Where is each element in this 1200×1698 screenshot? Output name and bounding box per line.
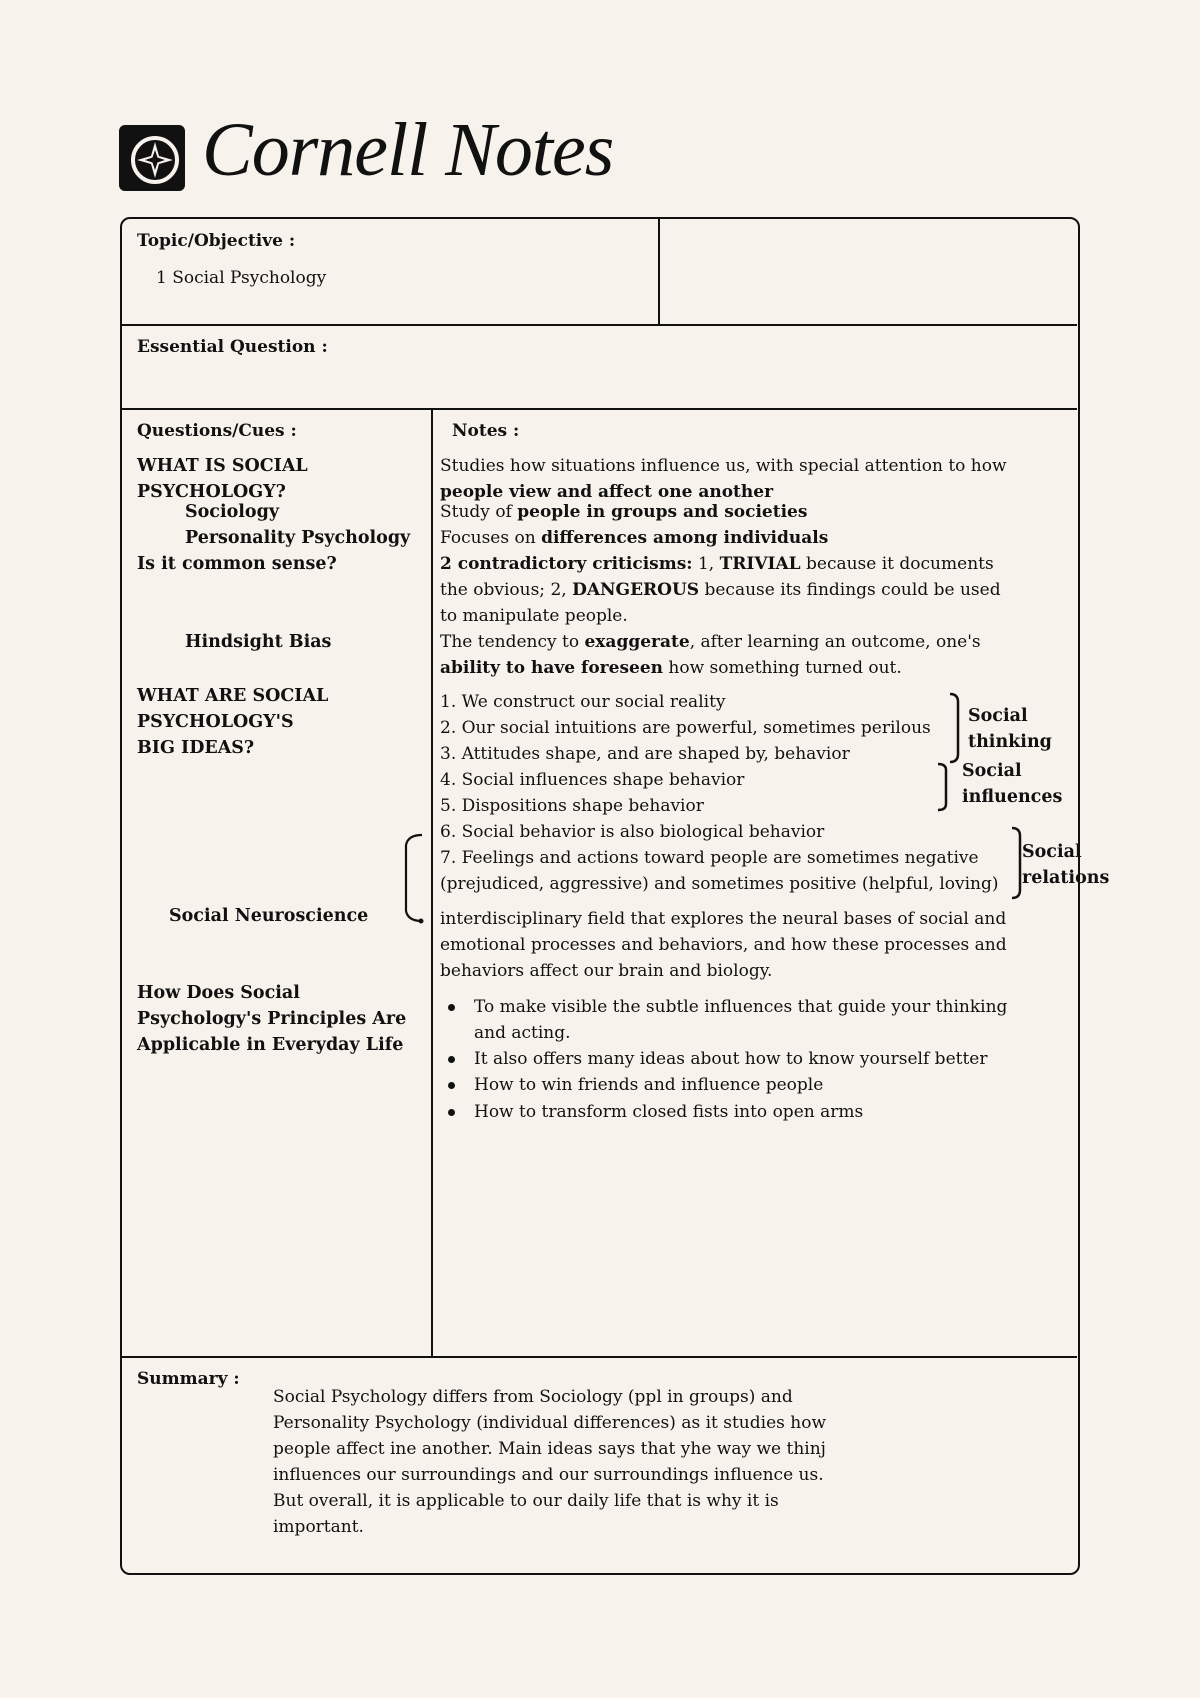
divider — [122, 324, 1077, 326]
cue-everyday: How Does Social — [137, 983, 300, 1003]
cue-big-ideas: PSYCHOLOGY'S — [137, 712, 294, 732]
compass-star-icon — [119, 125, 185, 191]
note-line: the obvious; 2, DANGEROUS because its findings could be used — [440, 580, 1001, 600]
notes-column-label: Notes : — [452, 421, 520, 441]
group-label-relations: Social — [1022, 842, 1082, 862]
note-line: to manipulate people. — [440, 606, 628, 626]
summary-line[interactable]: influences our surroundings and our surroundings influence us. — [273, 1465, 824, 1485]
group-label-influences: Social — [962, 761, 1022, 781]
group-label-thinking: Social — [968, 706, 1028, 726]
bullet-dot — [448, 1004, 455, 1011]
idea-item: 7. Feelings and actions toward people are sometimes negative — [440, 848, 979, 868]
cue-everyday: Applicable in Everyday Life — [137, 1035, 404, 1055]
cues-column-label: Questions/Cues : — [137, 421, 297, 441]
bullet-dot — [448, 1109, 455, 1116]
note-line: Study of people in groups and societies — [440, 502, 808, 522]
idea-item: 1. We construct our social reality — [440, 692, 726, 712]
idea-item: 6. Social behavior is also biological behavior — [440, 822, 825, 842]
summary-line[interactable]: But overall, it is applicable to our daily life that is why it is — [273, 1491, 779, 1511]
cue-big-ideas: BIG IDEAS? — [137, 738, 255, 758]
note-line: behaviors affect our brain and biology. — [440, 961, 773, 981]
cue-common-sense: Is it common sense? — [137, 554, 337, 574]
cue-neuroscience: Social Neuroscience — [169, 906, 369, 926]
group-label-relations: relations — [1022, 868, 1110, 888]
divider — [431, 409, 433, 1357]
bullet-continuation: and acting. — [474, 1023, 571, 1043]
summary-label: Summary : — [137, 1369, 240, 1389]
idea-item: 2. Our social intuitions are powerful, sometimes perilous — [440, 718, 931, 738]
note-line: The tendency to exaggerate, after learning an outcome, one's — [440, 632, 981, 652]
note-line: interdisciplinary field that explores the neural bases of social and — [440, 909, 1007, 929]
summary-line[interactable]: Personality Psychology (individual differences) as it studies how — [273, 1413, 826, 1433]
note-line: ability to have foreseen how something turned out. — [440, 658, 902, 678]
group-label-thinking: thinking — [968, 732, 1052, 752]
note-line: Studies how situations influence us, with special attention to how — [440, 456, 1007, 476]
essential-question-field[interactable] — [137, 362, 1037, 402]
cue-what-is: WHAT IS SOCIAL — [137, 456, 308, 476]
divider — [658, 219, 660, 325]
note-line: emotional processes and behaviors, and how these processes and — [440, 935, 1007, 955]
idea-item: (prejudiced, aggressive) and sometimes positive (helpful, loving) — [440, 874, 999, 894]
cue-sociology: Sociology — [185, 502, 280, 522]
idea-item: 5. Dispositions shape behavior — [440, 796, 704, 816]
bullet-dot — [448, 1082, 455, 1089]
group-label-influences: influences — [962, 787, 1063, 807]
connector-bracket — [400, 833, 424, 923]
topic-value[interactable]: 1 Social Psychology — [156, 268, 327, 288]
summary-line[interactable]: important. — [273, 1517, 364, 1537]
note-line: Focuses on differences among individuals — [440, 528, 829, 548]
cue-what-is: PSYCHOLOGY? — [137, 482, 286, 502]
cue-hindsight: Hindsight Bias — [185, 632, 332, 652]
cue-everyday: Psychology's Principles Are — [137, 1009, 407, 1029]
group-bracket — [936, 762, 952, 812]
bullet-dot — [448, 1056, 455, 1063]
idea-item: 3. Attitudes shape, and are shaped by, behavior — [440, 744, 850, 764]
essential-question-label: Essential Question : — [137, 337, 328, 357]
divider — [122, 1356, 1077, 1358]
note-line: people view and affect one another — [440, 482, 774, 502]
page-title: Cornell Notes — [202, 108, 614, 192]
summary-line[interactable]: Social Psychology differs from Sociology (ppl in groups) and — [273, 1387, 793, 1407]
topic-label: Topic/Objective : — [137, 231, 296, 251]
idea-item: 4. Social influences shape behavior — [440, 770, 745, 790]
note-line: 2 contradictory criticisms: 1, TRIVIAL because it documents — [440, 554, 994, 574]
cue-personality: Personality Psychology — [185, 528, 411, 548]
cue-big-ideas: WHAT ARE SOCIAL — [137, 686, 329, 706]
group-bracket — [948, 692, 964, 764]
divider — [122, 408, 1077, 410]
summary-line[interactable]: people affect ine another. Main ideas says that yhe way we thinj — [273, 1439, 826, 1459]
